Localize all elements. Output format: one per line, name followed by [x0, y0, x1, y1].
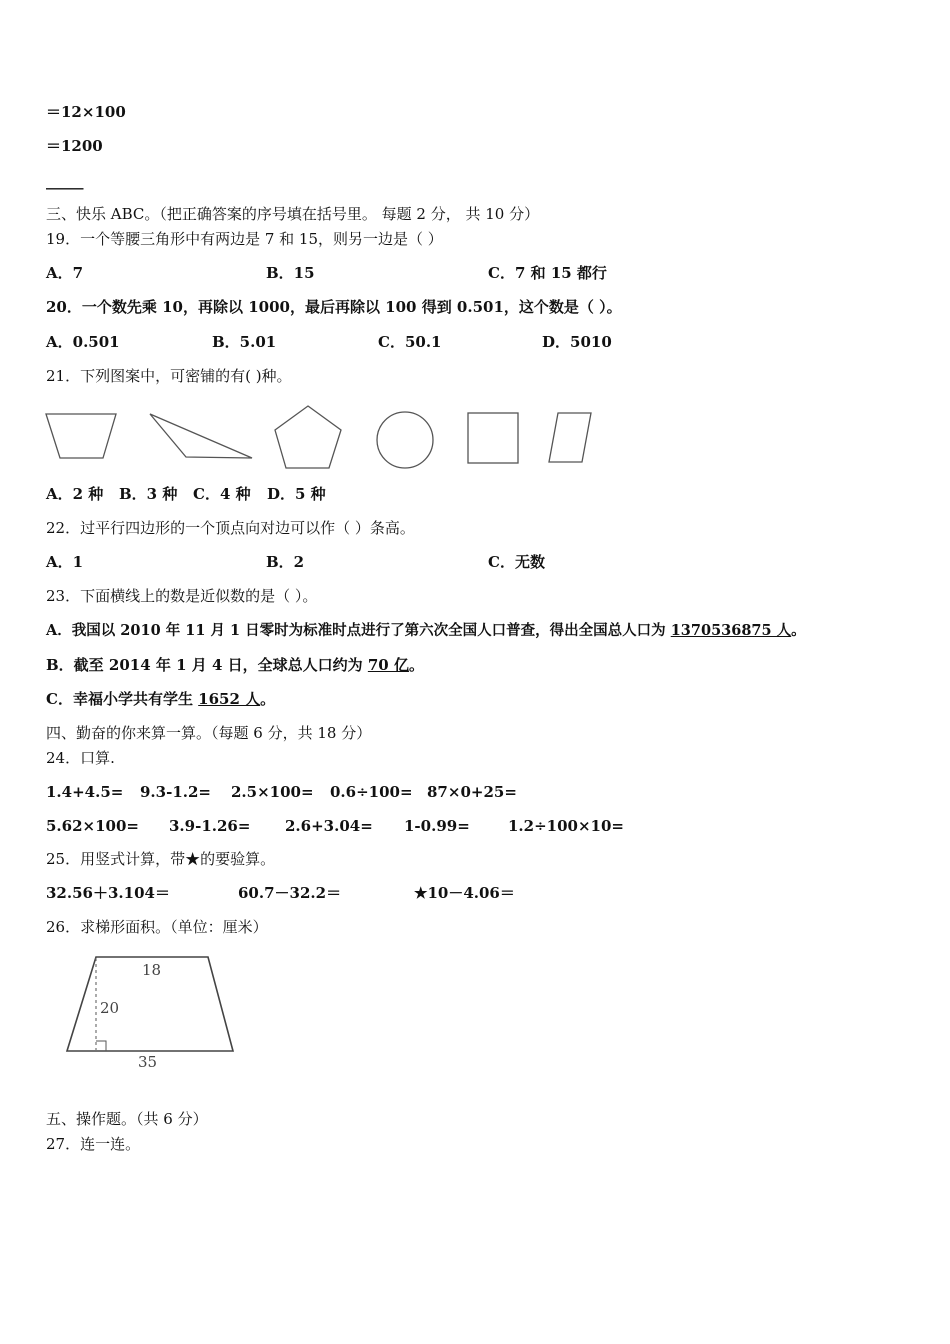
q23-a-underlined: 1370536875 人	[670, 622, 792, 639]
parallelogram-shape	[549, 413, 591, 462]
q19-option-a: A．7	[46, 264, 84, 282]
q21-option-a: A．2 种	[46, 485, 104, 503]
circle-shape	[377, 412, 433, 468]
q26-trapezoid-figure	[60, 950, 245, 1075]
q23-b-text: B．截至 2014 年 1 月 4 日，全球总人口约为	[46, 656, 368, 674]
q22-stem: 22．过平行四边形的一个顶点向对边可以作（ ）条高。	[46, 519, 415, 537]
q20-option-b: B．5.01	[212, 333, 277, 351]
q24-row1-item2: 9.3-1.2=	[140, 783, 211, 801]
q19-stem: 19．一个等腰三角形中有两边是 7 和 15，则另一边是（ ）	[46, 230, 443, 248]
bottom-base-label: 35	[138, 1053, 158, 1071]
q25-item2: 60.7－32.2＝	[238, 884, 342, 902]
q22-option-b: B．2	[266, 553, 305, 571]
q24-row2-item3: 2.6+3.04=	[285, 817, 373, 835]
q23-b-end: 。	[408, 656, 424, 674]
q22-option-a: A．1	[46, 553, 84, 571]
q24-row2-item2: 3.9-1.26=	[169, 817, 251, 835]
q24-row1-item4: 0.6÷100=	[330, 783, 413, 801]
q24-row2-item4: 1-0.99=	[404, 817, 470, 835]
right-angle-mark	[96, 1041, 106, 1051]
q21-option-d: D．5 种	[267, 485, 326, 503]
q23-option-a	[46, 621, 806, 641]
q23-a-end: 。	[791, 622, 806, 639]
q23-stem: 23．下面横线上的数是近似数的是（ ）。	[46, 587, 318, 605]
q21-option-c: C．4 种	[193, 485, 251, 503]
q23-a-text: A．我国以 2010 年 11 月 1 日零时为标准时点进行了第六次全国人口普查，得出全国总人口为	[46, 622, 671, 639]
q26-stem: 26．求梯形面积。（单位：厘米）	[46, 918, 268, 936]
pentagon-shape	[275, 406, 341, 468]
q24-row1-item3: 2.5×100=	[231, 783, 314, 801]
trapezoid-shape	[46, 414, 116, 458]
square-shape	[468, 413, 518, 463]
q19-option-c: C．7 和 15 都行	[488, 264, 607, 282]
q24-row1-item5: 87×0+25=	[427, 783, 517, 801]
q23-c-end: 。	[260, 690, 276, 708]
q21-shapes	[40, 400, 610, 476]
q23-c-text: C．幸福小学共有学生	[46, 690, 199, 708]
q20-option-d: D．5010	[542, 333, 612, 351]
q24-stem: 24．口算.	[46, 749, 115, 767]
calc-line-2: ＝1200	[46, 137, 103, 155]
q19-option-b: B．15	[266, 264, 315, 282]
q27-stem: 27．连一连。	[46, 1135, 141, 1153]
q25-stem: 25．用竖式计算，带★的要验算。	[46, 850, 276, 868]
q21-stem: 21．下列图案中，可密铺的有( )种。	[46, 367, 292, 385]
triangle-shape	[150, 414, 252, 458]
section4-heading: 四、勤奋的你来算一算。（每题 6 分，共 18 分）	[46, 724, 372, 742]
top-base-label: 18	[142, 961, 162, 979]
section3-heading: 三、快乐 ABC。（把正确答案的序号填在括号里。 每题 2 分， 共 10 分）	[46, 205, 540, 223]
q21-option-b: B．3 种	[119, 485, 178, 503]
q20-option-a: A．0.501	[46, 333, 120, 351]
q24-row1-item1: 1.4+4.5=	[46, 783, 124, 801]
q23-option-b	[46, 655, 424, 675]
q23-b-underlined: 70 亿	[367, 656, 409, 674]
q22-option-c: C．无数	[488, 553, 545, 571]
calc-line-1: ＝12×100	[46, 103, 126, 121]
q23-c-underlined: 1652 人	[198, 690, 261, 708]
q24-row2-item1: 5.62×100=	[46, 817, 139, 835]
q25-item3: ★10－4.06＝	[414, 884, 515, 902]
section5-heading: 五、操作题。（共 6 分）	[46, 1110, 208, 1128]
height-label: 20	[100, 999, 120, 1017]
q25-item1: 32.56＋3.104＝	[46, 884, 170, 902]
answer-blank: _____	[46, 172, 84, 190]
q20-option-c: C．50.1	[378, 333, 442, 351]
q23-option-c	[46, 689, 275, 709]
q24-row2-item5: 1.2÷100×10=	[508, 817, 624, 835]
q20-stem: 20．一个数先乘 10，再除以 1000，最后再除以 100 得到 0.501，这个数是（ ）。	[46, 298, 622, 316]
